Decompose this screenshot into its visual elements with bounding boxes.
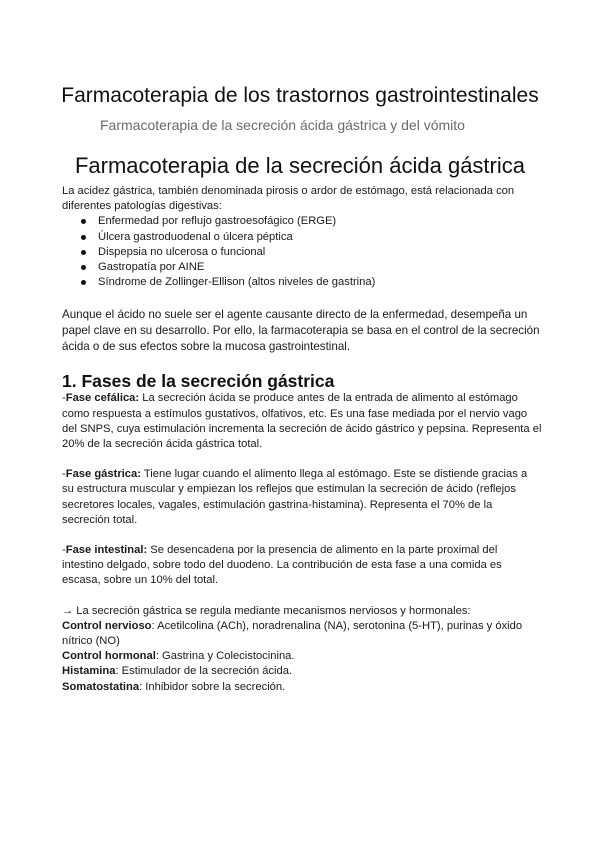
intro-paragraph: La acidez gástrica, también denominada pirosis o ardor de estómago, está relacionada con diferentes patologías digestivas: [62,185,515,213]
list-item: Dispepsia no ulcerosa o funcional [62,245,542,260]
phase-cephalic: -Fase cefálica: La secreción ácida se produce antes de la entrada de alimento al estómago como respuesta a estímulos gustativos, olfativos, etc. Es una fase mediada por el nervio vago del SNPS, cuya estimulación incrementa la secreción de ácido gástrico y pepsina. Representa el 20% de la secreción ácida gástrica total. [62,392,542,451]
section-title: Farmacoterapia de la secreción ácida gástrica [74,153,525,178]
regulation-item: Histamina: Estimulador de la secreción ácida. [62,665,293,678]
phase-term: Fase cefálica: [65,392,140,405]
list-item: Gastropatía por AINE [62,260,542,275]
phases-heading: 1. Fases de la secreción gástrica [62,371,335,392]
regulation-item: Control nervioso: Acetilcolina (ACh), noradrenalina (NA), serotonina (5-HT), purinas y óxido nítrico (NO) [62,619,523,648]
bullet-icon [81,265,86,270]
acid-role-paragraph: Aunque el ácido no suele ser el agente causante directo de la enfermedad, desempeña un papel clave en su desarrollo. Por ello, la farmacoterapia se basa en el control de la secreción ácida o de sus efectos sobre la mucosa gastrointestinal. [62,308,540,354]
bullet-icon [81,219,86,224]
regulation-item: Control hormonal: Gastrina y Colecistocinina. [62,650,295,663]
phase-term: Fase gástrica: [65,468,141,481]
document-subtitle: Farmacoterapia de la secreción ácida gástrica y del vómito [100,117,465,133]
phase-gastric: -Fase gástrica: Tiene lugar cuando el alimento llega al estómago. Este se distiende gracias a su estructura muscular y empiezan los reflejos que estimulan la secreción de ácido (reflejos secretores locales, vagales, estimulación gastrina-histamina). Representa el 70% de la secreción total. [62,468,528,526]
list-item: Enfermedad por reflujo gastroesofágico (ERGE) [62,214,542,229]
regulation-item: Somatostatina: Inhibidor sobre la secreción. [62,680,286,693]
list-item: Úlcera gastroduodenal o úlcera péptica [62,230,542,245]
phase-intestinal: -Fase intestinal: Se desencadena por la presencia de alimento en la parte proximal del intestino delgado, sobre todo del duodeno. La contribución de esta fase a una comida es escasa, sobre un 10% del total. [62,544,502,587]
bullet-icon [81,280,86,285]
phase-term: Fase intestinal: [65,544,148,557]
bullet-icon [81,235,86,240]
pathology-list [62,214,542,290]
document-title: Farmacoterapia de los trastornos gastrointestinales [61,84,539,107]
regulation-intro: → La secreción gástrica se regula mediante mecanismos nerviosos y hormonales: [62,604,471,617]
bullet-icon [81,250,86,255]
list-item: Síndrome de Zollinger-Ellison (altos niveles de gastrina) [62,275,542,290]
document-body [62,184,542,695]
